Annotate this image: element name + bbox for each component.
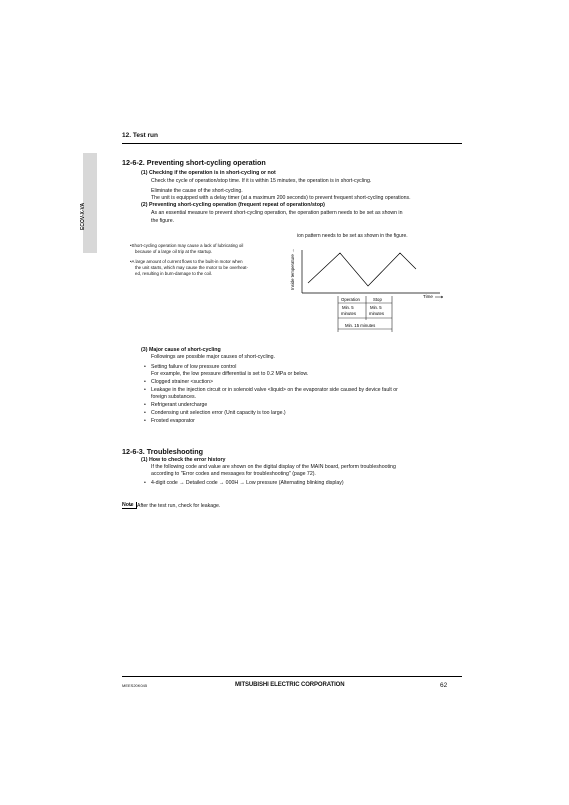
figure-repeated-text: ion pattern needs to be set as shown in the figure. xyxy=(297,233,408,239)
paragraph-essential-2: the figure. xyxy=(151,218,175,224)
figure-note-1: •Short-cycling operation may cause a lack of lubricating oil because of a large oil trip at the startup. xyxy=(130,243,244,254)
label-operation: Operation xyxy=(341,297,360,302)
footer-rule xyxy=(122,676,462,677)
label-min5-b-1: Min. 5 xyxy=(370,305,382,310)
note-label: Note xyxy=(122,502,137,509)
subheading-error-history: (1) How to check the error history xyxy=(141,457,226,463)
note-item: • After the test run, check for leakage. xyxy=(130,503,430,510)
label-min5-a-1: Min. 5 xyxy=(342,305,354,310)
subheading-major-cause: (3) Major cause of short-cycling xyxy=(141,347,221,353)
footer-company: MITSUBISHI ELECTRIC CORPORATION xyxy=(235,682,345,688)
cause-list xyxy=(144,364,464,425)
paragraph-essential-1: As an essential measure to prevent short-cycling operation, the operation pattern needs to be set as shown in xyxy=(151,210,403,216)
paragraph-eliminate: Eliminate the cause of the short-cycling. xyxy=(151,188,243,194)
cause-item: • Setting failure of low pressure control For example, the low pressure differential is set to 0.2 MPa or below. xyxy=(144,364,464,378)
label-stop: Stop xyxy=(373,297,382,302)
section-title-preventing: 12-6-2. Preventing short-cycling operation xyxy=(122,158,266,167)
footer-doc-code: MEES20K045 xyxy=(122,683,148,688)
cause-item: • Condensing unit selection error (Unit capacity is too large.) xyxy=(144,410,464,417)
paragraph-major-cause-intro: Followings are possible major causes of short-cycling. xyxy=(151,354,275,360)
error-code-list xyxy=(144,480,464,487)
y-axis-label: Inside temperature → xyxy=(290,248,295,290)
label-min5-a-2: minutes xyxy=(341,311,357,316)
chapter-title: 12. Test run xyxy=(122,132,159,139)
subheading-checking: (1) Checking if the operation is in short-cycling or not xyxy=(141,170,276,176)
cause-item: • Refrigerant undercharge xyxy=(144,402,464,409)
x-axis-label: Time xyxy=(423,294,433,299)
cause-item: • Frosted evaporator xyxy=(144,418,464,425)
paragraph-delay-timer: The unit is equipped with a delay timer (at a maximum 200 seconds) to prevent frequent short-cycling operations. xyxy=(151,195,411,201)
section-title-troubleshooting: 12-6-3. Troubleshooting xyxy=(122,447,204,456)
cause-item: • Leakage in the injection circuit or in solenoid valve <liquid> on the evaporator side caused by device fault or foreign substances. xyxy=(144,387,464,401)
paragraph-check-cycle: Check the cycle of operation/stop time. If it is within 15 minutes, the operation is in short-cycling. xyxy=(151,178,372,184)
label-min5-b-2: minutes xyxy=(369,311,385,316)
cause-item: • Clogged strainer <suction> xyxy=(144,379,464,386)
figure-note-2: •A large amount of current flows to the built-in motor when the unit starts, which may cause the motor to be overheat- ed, resulting in burn-damage to the coil. xyxy=(130,259,248,276)
short-cycle-diagram xyxy=(280,238,460,338)
footer-page-number: 62 xyxy=(440,682,448,689)
paragraph-error-1: If the following code and value are shown on the digital display of the MAIN board, perform troubleshooting xyxy=(151,464,396,470)
error-code-item: • 4-digit code → Detailed code → 000H → Low pressure (Alternating blinking display) xyxy=(144,480,464,487)
label-min15: Min. 15 minutes xyxy=(345,323,376,328)
temperature-waveform xyxy=(308,253,416,286)
subheading-preventing: (2) Preventing short-cycling operation (frequent repeat of operation/stop) xyxy=(141,202,325,208)
side-tab-label: ECOV-X-VA xyxy=(80,202,86,230)
header-rule xyxy=(122,143,462,144)
note-list xyxy=(130,503,430,510)
paragraph-error-2: according to "Error codes and messages for troubleshooting" (page 72). xyxy=(151,471,316,477)
